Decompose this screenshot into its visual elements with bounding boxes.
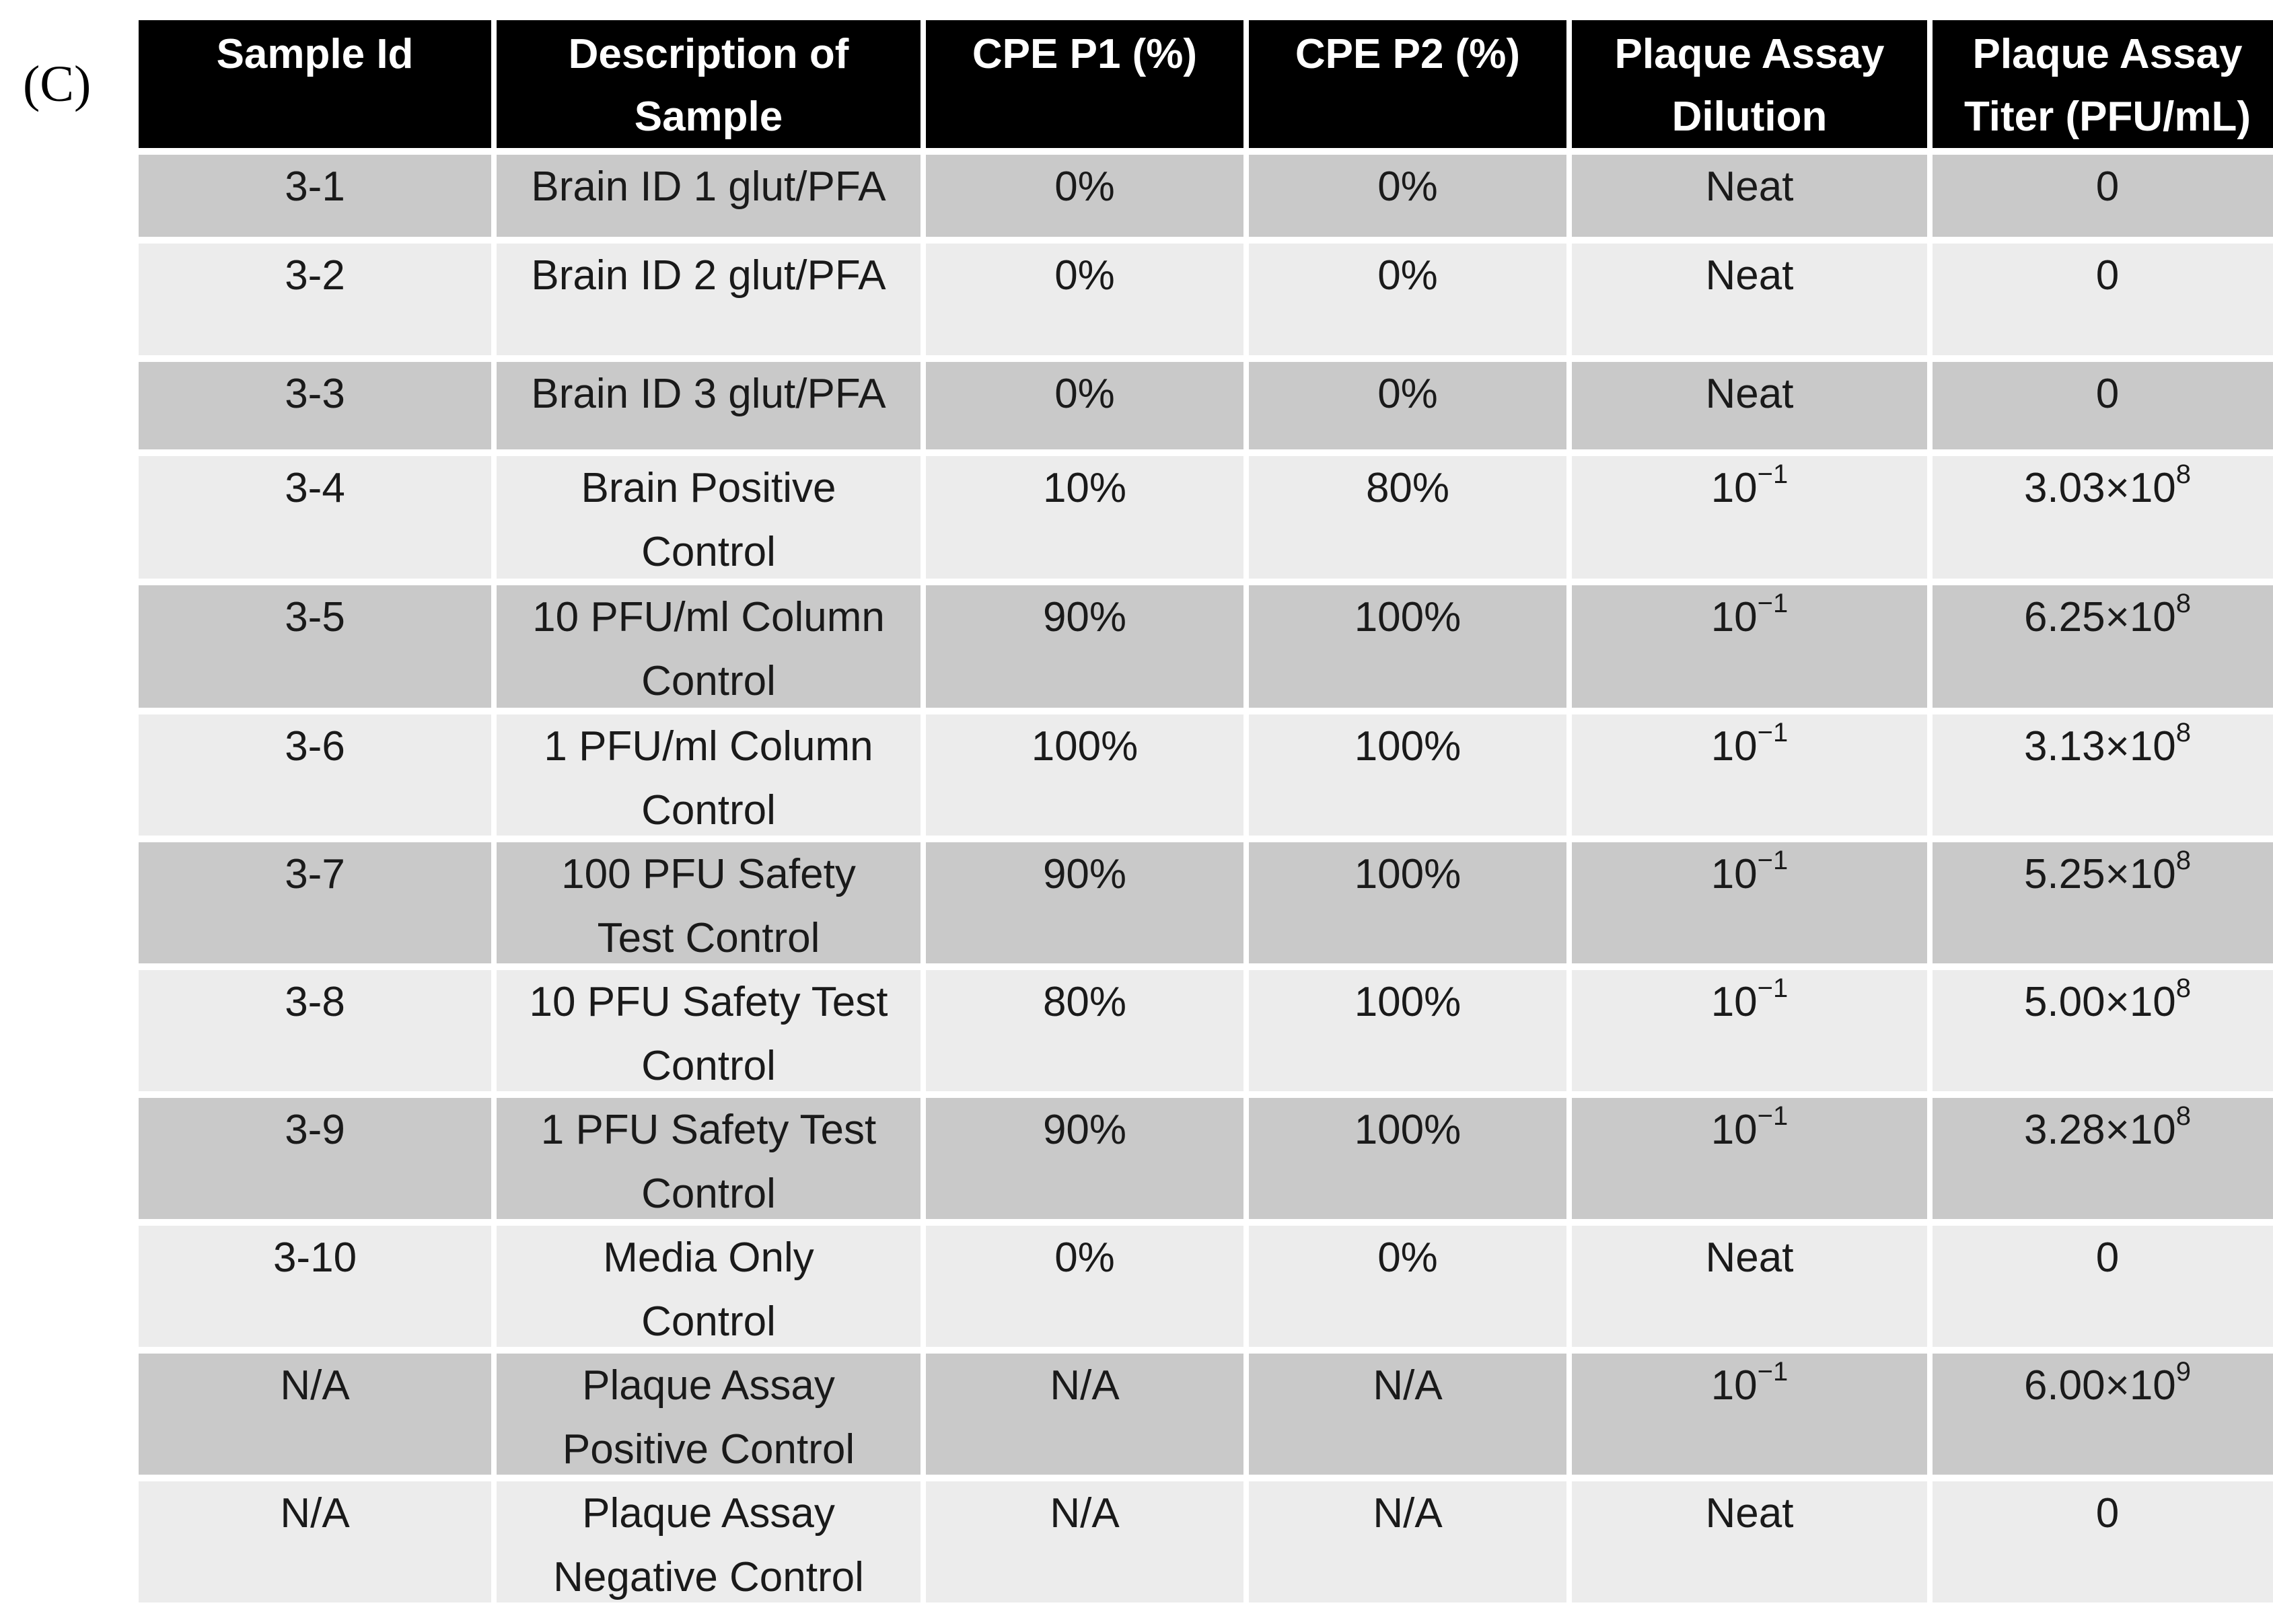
- table-cell-description: [497, 362, 921, 449]
- cell-text: Neat: [1705, 1490, 1794, 1537]
- header-text: Plaque Assay: [1972, 31, 2243, 77]
- table-cell-description: [497, 244, 921, 355]
- header-cpe-p2: [1249, 20, 1566, 148]
- cell-text: Neat: [1705, 371, 1794, 417]
- value-exponent: −1: [1757, 973, 1789, 1004]
- table-cell-titer: [1933, 1481, 2273, 1602]
- table-cell-titer: [1933, 585, 2273, 708]
- value-exponent: −1: [1757, 1357, 1789, 1387]
- value-exponent: −1: [1757, 589, 1789, 619]
- value-exponent: −1: [1757, 846, 1789, 876]
- table-cell-titer: [1933, 456, 2273, 579]
- value-base: 10: [1710, 979, 1758, 1025]
- cell-text: N/A: [1373, 1362, 1443, 1409]
- table-cell-sample-id: [139, 1481, 491, 1602]
- value-base: 5.00×10: [2023, 979, 2176, 1025]
- cell-value: [2024, 1098, 2191, 1162]
- cell-text: Control: [641, 1171, 776, 1217]
- header-description: [497, 20, 921, 148]
- table-cell-description: [497, 842, 921, 963]
- cell-text: N/A: [280, 1362, 350, 1409]
- cell-text: Plaque Assay: [582, 1490, 835, 1537]
- value-base: 10: [1710, 723, 1758, 770]
- cell-text: 100%: [1031, 723, 1139, 770]
- header-text: Sample: [634, 94, 783, 140]
- cell-value: [2024, 714, 2191, 778]
- table-cell-cpe-p2: [1249, 1354, 1566, 1475]
- cell-text: 3-6: [285, 723, 345, 770]
- cell-text: Negative Control: [553, 1554, 864, 1600]
- cell-text: 80%: [1365, 465, 1450, 511]
- table-cell-titer: [1933, 1226, 2273, 1347]
- table-cell-description: [497, 970, 921, 1091]
- table-cell-sample-id: [139, 842, 491, 963]
- table-cell-titer: [1933, 1098, 2273, 1219]
- cell-text: 0%: [1054, 371, 1115, 417]
- table-cell-sample-id: [139, 1098, 491, 1219]
- cell-text: 0%: [1054, 163, 1115, 210]
- header-titer: [1933, 20, 2273, 148]
- value-exponent: 8: [2175, 846, 2192, 876]
- cell-text: 90%: [1042, 851, 1127, 897]
- header-text: CPE P1 (%): [972, 31, 1198, 77]
- value-base: 10: [1710, 1107, 1758, 1153]
- cell-text: 1 PFU Safety Test: [540, 1107, 877, 1153]
- table-cell-cpe-p2: [1249, 714, 1566, 836]
- cell-text: 100 PFU Safety: [561, 851, 856, 897]
- table-cell-dilution: [1572, 1098, 1927, 1219]
- table-cell-description: [497, 585, 921, 708]
- table-cell-dilution: [1572, 585, 1927, 708]
- table-cell-cpe-p2: [1249, 1481, 1566, 1602]
- table-cell-sample-id: [139, 585, 491, 708]
- table-cell-cpe-p2: [1249, 1226, 1566, 1347]
- table-cell-cpe-p1: [926, 244, 1243, 355]
- value-base: 6.25×10: [2023, 594, 2176, 640]
- table-cell-cpe-p2: [1249, 585, 1566, 708]
- table-cell-dilution: [1572, 155, 1927, 237]
- cell-text: Neat: [1705, 163, 1794, 210]
- value-exponent: 8: [2175, 1101, 2192, 1132]
- cell-text: 0: [2095, 1234, 2120, 1281]
- cell-text: 3-10: [273, 1234, 357, 1281]
- cell-text: 3-8: [285, 979, 345, 1025]
- cell-value: [2024, 456, 2191, 520]
- value-base: 5.25×10: [2023, 851, 2176, 897]
- cell-text: 10 PFU/ml Column: [532, 594, 885, 640]
- cell-text: 3-2: [285, 252, 345, 299]
- value-base: 6.00×10: [2023, 1362, 2176, 1409]
- cell-value: [2024, 970, 2191, 1034]
- header-text: Sample Id: [216, 31, 414, 77]
- cell-text: 90%: [1042, 1107, 1127, 1153]
- value-base: 10: [1710, 594, 1758, 640]
- table-cell-cpe-p2: [1249, 970, 1566, 1091]
- cell-text: N/A: [1050, 1490, 1120, 1537]
- header-cpe-p1: [926, 20, 1243, 148]
- cell-text: Brain ID 1 glut/PFA: [531, 163, 886, 210]
- value-exponent: −1: [1757, 1101, 1789, 1132]
- table-cell-description: [497, 714, 921, 836]
- cell-text: 0%: [1377, 1234, 1438, 1281]
- value-base: 10: [1710, 851, 1758, 897]
- table-cell-description: [497, 1481, 921, 1602]
- table-cell-dilution: [1572, 714, 1927, 836]
- cell-text: Neat: [1705, 1234, 1794, 1281]
- cell-value: [1711, 585, 1789, 649]
- value-exponent: −1: [1757, 459, 1789, 490]
- table-cell-cpe-p1: [926, 1481, 1243, 1602]
- table-cell-cpe-p1: [926, 970, 1243, 1091]
- cell-text: N/A: [280, 1490, 350, 1537]
- cell-text: 0%: [1054, 252, 1115, 299]
- header-sample-id: [139, 20, 491, 148]
- panel-label: (C): [23, 56, 92, 112]
- table-cell-sample-id: [139, 714, 491, 836]
- cell-text: 0%: [1377, 163, 1438, 210]
- table-cell-dilution: [1572, 362, 1927, 449]
- value-base: 3.03×10: [2023, 465, 2176, 511]
- cell-value: [1711, 714, 1789, 778]
- table-cell-description: [497, 1226, 921, 1347]
- cell-text: 1 PFU/ml Column: [544, 723, 873, 770]
- table-cell-description: [497, 1098, 921, 1219]
- cell-text: 100%: [1354, 979, 1462, 1025]
- header-text: Description of: [568, 31, 849, 77]
- cell-text: 3-5: [285, 594, 345, 640]
- table-cell-description: [497, 155, 921, 237]
- cell-text: Brain Positive: [581, 465, 836, 511]
- cell-text: 100%: [1354, 594, 1462, 640]
- cell-text: Control: [641, 658, 776, 704]
- table-cell-cpe-p1: [926, 456, 1243, 579]
- table-cell-cpe-p1: [926, 362, 1243, 449]
- table-cell-dilution: [1572, 1226, 1927, 1347]
- table-cell-cpe-p1: [926, 585, 1243, 708]
- cell-text: Control: [641, 1043, 776, 1089]
- table-cell-sample-id: [139, 155, 491, 237]
- table-cell-cpe-p2: [1249, 244, 1566, 355]
- table-cell-description: [497, 1354, 921, 1475]
- cell-text: Brain ID 3 glut/PFA: [531, 371, 886, 417]
- value-exponent: 8: [2175, 589, 2192, 619]
- cell-text: 100%: [1354, 1107, 1462, 1153]
- table-cell-titer: [1933, 1354, 2273, 1475]
- value-exponent: 8: [2175, 973, 2192, 1004]
- table-cell-dilution: [1572, 456, 1927, 579]
- value-exponent: 9: [2175, 1357, 2192, 1387]
- table-cell-sample-id: [139, 1226, 491, 1347]
- cell-text: 3-1: [285, 163, 345, 210]
- table-cell-sample-id: [139, 456, 491, 579]
- table-cell-cpe-p1: [926, 714, 1243, 836]
- table-cell-dilution: [1572, 1354, 1927, 1475]
- cell-text: 0: [2095, 252, 2120, 299]
- table-cell-cpe-p2: [1249, 456, 1566, 579]
- table-cell-dilution: [1572, 1481, 1927, 1602]
- table-cell-titer: [1933, 362, 2273, 449]
- cell-text: N/A: [1050, 1362, 1120, 1409]
- header-text: Titer (PFU/mL): [1964, 94, 2251, 140]
- cell-text: 90%: [1042, 594, 1127, 640]
- table-cell-dilution: [1572, 970, 1927, 1091]
- value-base: 3.28×10: [2023, 1107, 2176, 1153]
- cell-text: 10 PFU Safety Test: [529, 979, 888, 1025]
- data-table: [139, 20, 2256, 1602]
- table-cell-dilution: [1572, 244, 1927, 355]
- cell-text: 0%: [1054, 1234, 1115, 1281]
- table-cell-titer: [1933, 970, 2273, 1091]
- table-cell-titer: [1933, 842, 2273, 963]
- table-cell-cpe-p1: [926, 1354, 1243, 1475]
- cell-text: N/A: [1373, 1490, 1443, 1537]
- table-cell-titer: [1933, 244, 2273, 355]
- table-cell-cpe-p2: [1249, 155, 1566, 237]
- cell-text: 0: [2095, 1490, 2120, 1537]
- table-cell-cpe-p1: [926, 155, 1243, 237]
- cell-text: 100%: [1354, 723, 1462, 770]
- cell-text: Control: [641, 529, 776, 575]
- cell-text: Neat: [1705, 252, 1794, 299]
- table-cell-cpe-p2: [1249, 1098, 1566, 1219]
- table-cell-sample-id: [139, 970, 491, 1091]
- table-cell-dilution: [1572, 842, 1927, 963]
- table-cell-cpe-p1: [926, 1226, 1243, 1347]
- value-exponent: 8: [2175, 718, 2192, 748]
- cell-text: 10%: [1042, 465, 1127, 511]
- table-cell-titer: [1933, 155, 2273, 237]
- cell-text: 0%: [1377, 371, 1438, 417]
- value-exponent: −1: [1757, 718, 1789, 748]
- cell-value: [2024, 1354, 2191, 1417]
- cell-text: 0: [2095, 371, 2120, 417]
- cell-value: [1711, 456, 1789, 520]
- value-base: 10: [1710, 465, 1758, 511]
- table-cell-cpe-p1: [926, 842, 1243, 963]
- value-base: 10: [1710, 1362, 1758, 1409]
- cell-text: Control: [641, 1298, 776, 1345]
- cell-text: Control: [641, 787, 776, 834]
- cell-text: 0: [2095, 163, 2120, 210]
- header-text: Dilution: [1671, 94, 1828, 140]
- table-cell-cpe-p1: [926, 1098, 1243, 1219]
- table-cell-cpe-p2: [1249, 842, 1566, 963]
- cell-text: 3-3: [285, 371, 345, 417]
- cell-text: Test Control: [597, 915, 820, 961]
- header-dilution: [1572, 20, 1927, 148]
- header-text: Plaque Assay: [1614, 31, 1885, 77]
- cell-value: [1711, 1354, 1789, 1417]
- cell-text: Media Only: [603, 1234, 814, 1281]
- cell-text: Plaque Assay: [582, 1362, 835, 1409]
- cell-value: [2024, 842, 2191, 906]
- table-cell-titer: [1933, 714, 2273, 836]
- table-cell-description: [497, 456, 921, 579]
- cell-text: Positive Control: [562, 1426, 855, 1473]
- table-cell-sample-id: [139, 362, 491, 449]
- table-cell-sample-id: [139, 244, 491, 355]
- cell-text: 3-4: [285, 465, 345, 511]
- value-base: 3.13×10: [2023, 723, 2176, 770]
- cell-text: 3-9: [285, 1107, 345, 1153]
- cell-value: [1711, 970, 1789, 1034]
- table-cell-sample-id: [139, 1354, 491, 1475]
- header-text: CPE P2 (%): [1295, 31, 1521, 77]
- cell-value: [1711, 842, 1789, 906]
- cell-text: 3-7: [285, 851, 345, 897]
- cell-text: 80%: [1042, 979, 1127, 1025]
- table-cell-cpe-p2: [1249, 362, 1566, 449]
- value-exponent: 8: [2175, 459, 2192, 490]
- cell-text: Brain ID 2 glut/PFA: [531, 252, 886, 299]
- cell-text: 100%: [1354, 851, 1462, 897]
- cell-value: [1711, 1098, 1789, 1162]
- cell-text: 0%: [1377, 252, 1438, 299]
- cell-value: [2024, 585, 2191, 649]
